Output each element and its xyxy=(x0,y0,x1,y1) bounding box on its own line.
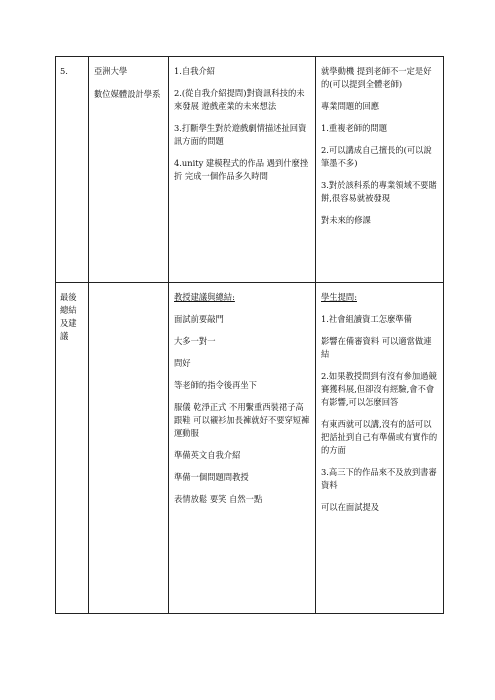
advice-item: 準備一個問題問教授 xyxy=(174,472,249,482)
note-item: 專業問題的回應 xyxy=(321,101,380,111)
student-item: 有東西就可以講,沒有的話可以把話扯到自己有準備或有實作的的方面 xyxy=(321,419,438,455)
department-name: 數位媒體設計學系 xyxy=(94,89,161,99)
school-name: 亞洲大學 xyxy=(94,66,128,76)
table-row-summary xyxy=(56,283,444,614)
advice-item: 問好 xyxy=(174,358,191,368)
question-item: 2.(從自我介紹提問)對資訊科技的未來發展 遊戲產業的未來想法 xyxy=(174,88,305,111)
empty-cell xyxy=(89,283,169,614)
note-item: 1.重複老師的問題 xyxy=(321,123,387,133)
student-item: 3.高三下的作品來不及放到書審資料 xyxy=(321,467,437,490)
student-item: 1.社會組讀資工怎麼準備 xyxy=(321,314,412,324)
student-item: 2.如果教授問到有沒有參加過競賽獲科展,但卻沒有經驗,會不會有影響,可以怎麼回答 xyxy=(321,371,437,407)
school-cell xyxy=(89,57,169,283)
advice-item: 準備英文自我介紹 xyxy=(174,450,241,460)
note-item: 就學動機 提到老師不一定是好的(可以提到全體老師) xyxy=(321,66,432,89)
row-number: 5. xyxy=(60,66,68,76)
student-item: 可以在面試提及 xyxy=(321,502,380,512)
note-item: 2.可以講成自己擅長的(可以說筆墨不多) xyxy=(321,145,432,168)
advice-cell xyxy=(169,283,316,614)
interview-notes-table xyxy=(55,56,444,614)
table-row-5 xyxy=(56,57,444,283)
student-item: 影響在備審資料 可以適當做連結 xyxy=(321,336,432,359)
summary-label: 最後總結及建議 xyxy=(60,292,77,341)
advice-item: 面試前要敲門 xyxy=(174,314,224,324)
advice-item: 服儀 乾淨正式 不用繫重西裝裙子高跟鞋 可以襯衫加長褲就好不要穿短褲運動服 xyxy=(174,402,310,438)
note-item: 對未來的修課 xyxy=(321,215,371,225)
advice-title: 教授建議與總結: xyxy=(174,292,235,302)
questions-cell xyxy=(169,57,316,283)
advice-item: 表情放鬆 要笑 自然一點 xyxy=(174,494,263,504)
notes-cell xyxy=(316,57,444,283)
question-item: 4.unity 建模程式的作品 遇到什麼挫折 完成一個作品多久時間 xyxy=(174,158,309,181)
advice-item: 大多一對一 xyxy=(174,336,216,346)
student-questions-title: 學生提問: xyxy=(321,292,357,302)
student-questions-cell xyxy=(316,283,444,614)
summary-label-cell xyxy=(56,283,89,614)
row-number-cell xyxy=(56,57,89,283)
question-item: 1.自我介紹 xyxy=(174,66,216,76)
note-item: 3.對於該科系的專業領域不要賭餅,很容易就被發現 xyxy=(321,180,437,203)
question-item: 3.打斷學生對於遊戲劇情描述扯回資訊方面的問題 xyxy=(174,123,307,146)
advice-item: 等老師的指令後再坐下 xyxy=(174,380,257,390)
